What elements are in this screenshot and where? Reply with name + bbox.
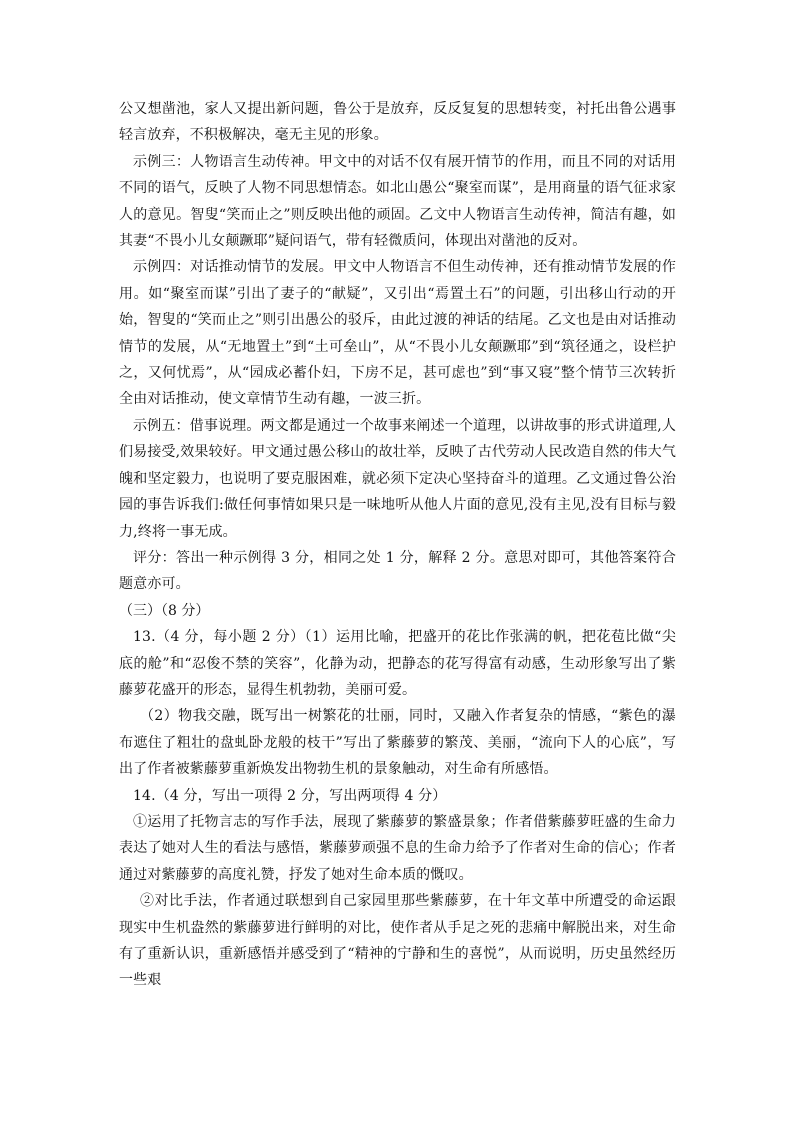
paragraph-example-four: 示例四：对话推动情节的发展。甲文中人物语言不但生动传神，还有推动情节发展的作用。如“聚室而谋”引出了妻子的“献疑”，又引出“焉置土石”的问题，引出移山行动的开始，智叟的“笑而止之”则引出愚公的驳斥，由此过渡的神话的结尾。乙文也是由对话推动情节的发展，从“无地置土”到“土可垒山”，从“不畏小儿女颠蹶耶”到“筑径通之，设栏护之，又何忧焉”，从“园成必蓄仆妇，下房不足，甚可虑也”到“事又寝”整个情节三次转折全由对话推动，使文章情节生动有趣，一波三折。 [119, 259, 676, 408]
paragraph-question-13-part-2: （2）物我交融，既写出一树繁花的壮丽，同时，又融入作者复杂的情感，“紫色的瀑布遮住了粗壮的盘虬卧龙般的枝干”写出了紫藤萝的繁茂、美丽，“流向下人的心底”，写出了作者被紫藤萝重新焕发出物勃生机的景象触动，对生命有所感悟。 [119, 708, 676, 778]
section-heading-three: （三）（8 分） [119, 602, 210, 619]
paragraph-question-13: 13.（4 分，每小题 2 分）（1）运用比喻，把盛开的花比作张满的帆，把花苞比做“尖底的舱”和“忍俊不禁的笑容”，化静为动，把静态的花写得富有动感，生动形象写出了紫藤萝花盛开的形态，显得生机勃勃，美丽可爱。 [119, 629, 676, 698]
paragraph-continuation: 公又想凿池，家人又提出新问题，鲁公于是放弃，反反复复的思想转变，衬托出鲁公遇事轻言放弃，不积极解决，毫无主见的形象。 [119, 101, 676, 144]
paragraph-question-14: 14.（4 分，写出一项得 2 分，写出两项得 4 分） [133, 787, 447, 804]
paragraph-example-three: 示例三：人物语言生动传神。甲文中的对话不仅有展开情节的作用，而且不同的对话用不同的语气，反映了人物不同思想情态。如北山愚公“聚室而谋”，是用商量的语气征求家人的意见。智叟“笑而止之”则反映出他的顽固。乙文中人物语言生动传神，简洁有趣，如其妻“不畏小儿女颠蹶耶”疑问语气，带有轻微质问，体现出对凿池的反对。 [119, 153, 676, 250]
paragraph-question-14-point-1: ①运用了托物言志的写作手法，展现了紫藤萝的繁盛景象；作者借紫藤萝旺盛的生命力表达了她对人生的看法与感悟，紫藤萝顽强不息的生命力给予了作者对生命的信心；作者通过对紫藤萝的高度礼赞，抒发了她对生命本质的慨叹。 [119, 813, 676, 883]
paragraph-example-five: 示例五：借事说理。两文都是通过一个故事来阐述一个道理，以讲故事的形式讲道理,人们易接受,效果较好。甲文通过愚公移山的故壮举，反映了古代劳动人民改造自然的伟大气魄和坚定毅力，也说明了要克服困难，就必须下定决心坚持奋斗的道理。乙文通过鲁公治园的事告诉我们:做任何事情如果只是一味地听从他人片面的意见,没有主见,没有目标与毅力,终将一事无成。 [119, 417, 676, 540]
paragraph-question-14-point-2: ②对比手法，作者通过联想到自己家园里那些紫藤萝，在十年文革中所遭受的命运跟现实中生机盎然的紫藤萝进行鲜明的对比，使作者从手足之死的悲痛中解脱出来，对生命有了重新认识，重新感悟并感受到了“精神的宁静和生的喜悦”，从而说明，历史虽然经历一些艰 [119, 893, 676, 989]
answer-text-body [119, 96, 676, 994]
paragraph-scoring: 评分：答出一种示例得 3 分，相同之处 1 分，解释 2 分。意思对即可，其他答案符合题意亦可。 [119, 549, 676, 593]
